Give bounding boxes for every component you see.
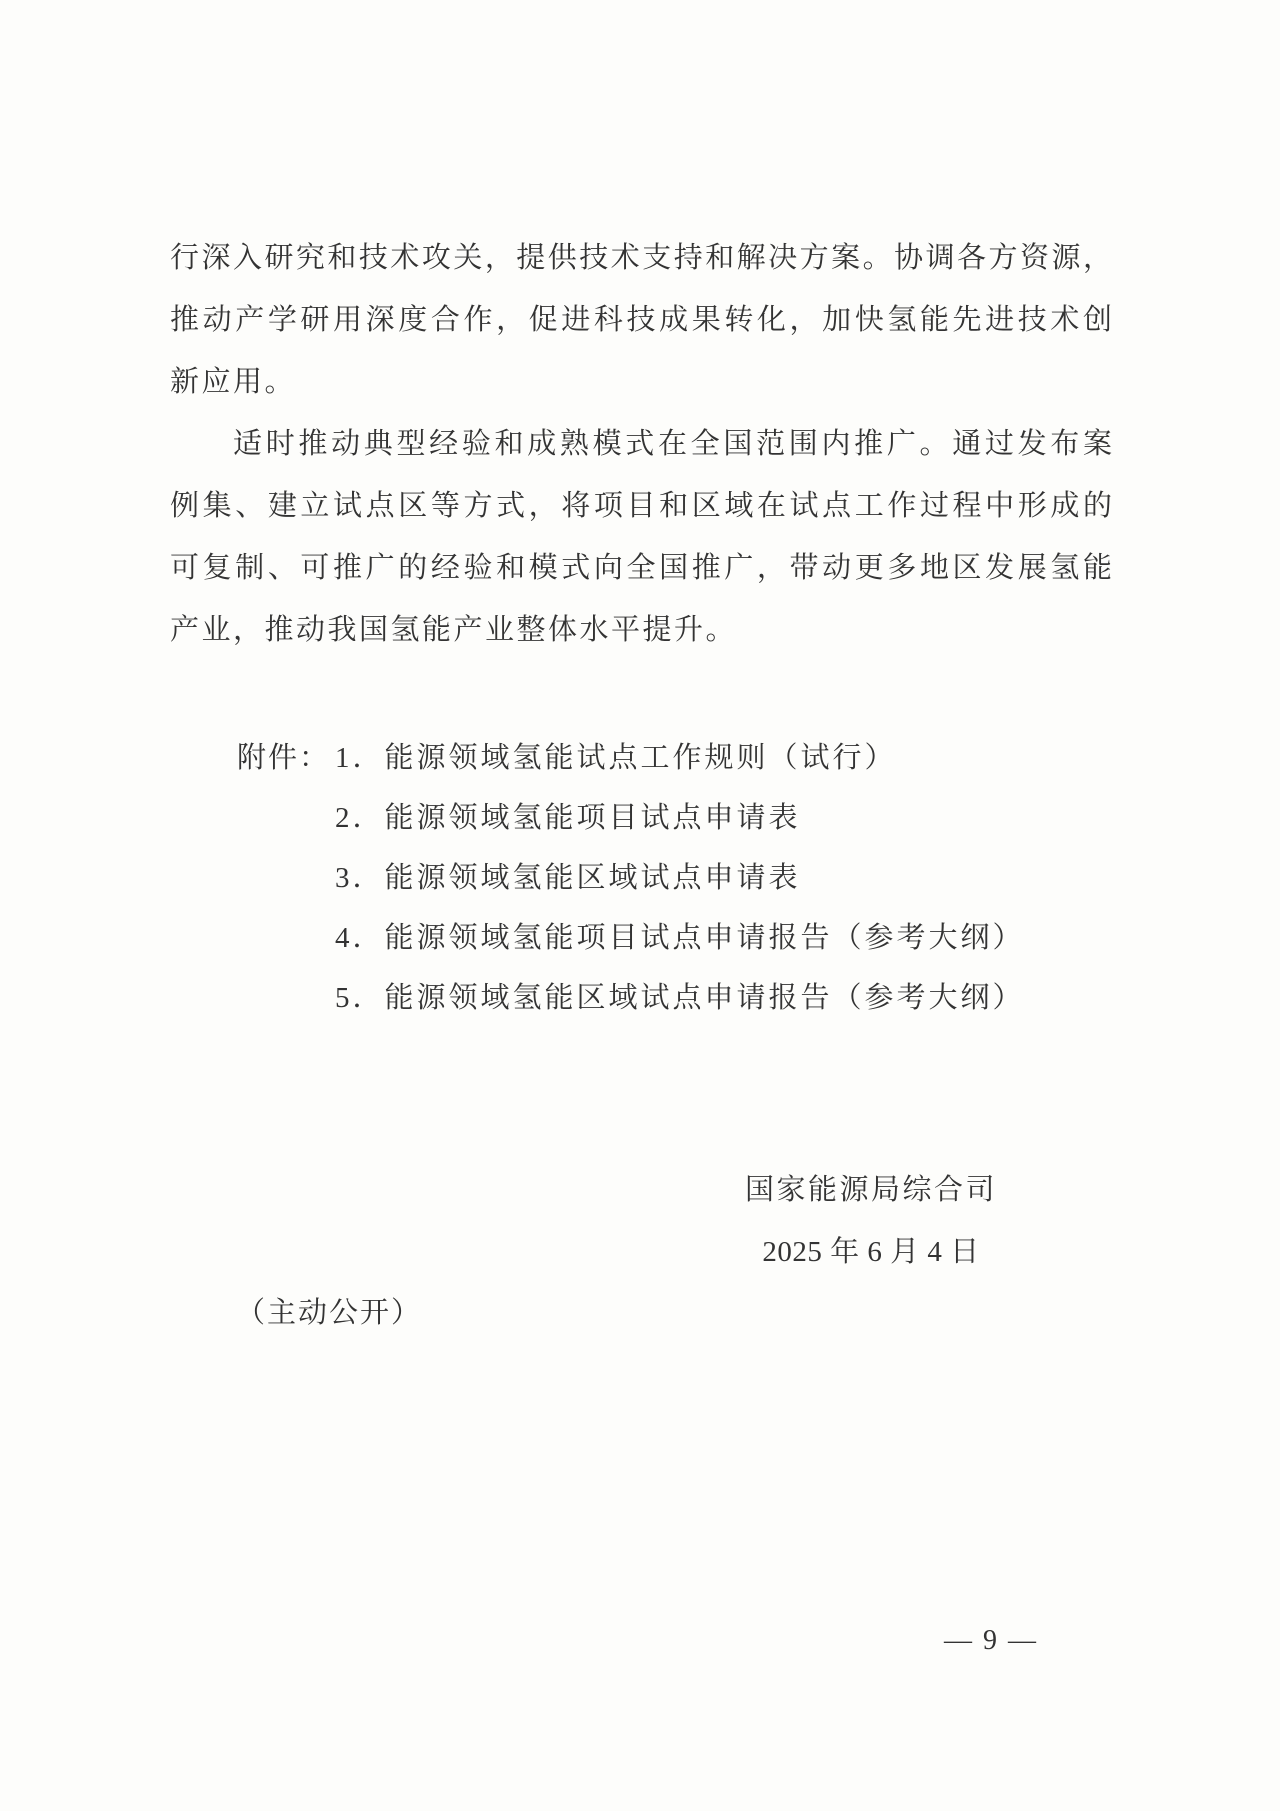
signature-block [745,1159,997,1283]
paragraph-1-line-2: 推动产学研用深度合作，促进科技成果转化，加快氢能先进技术创 [170,304,1112,336]
disclosure-note: （主动公开） [236,1297,423,1329]
attachment-item-4: 4．能源领域氢能项目试点申请报告（参考大纲） [335,922,1025,954]
page-number: — 9 — [944,1625,1038,1656]
paragraph-1-line-1: 行深入研究和技术攻关，提供技术支持和解决方案。协调各方资源， [170,242,1112,274]
attachments-label: 附件： [237,742,331,774]
attachment-item-1: 1．能源领域氢能试点工作规则（试行） [335,742,897,774]
paragraph-2-line-1: 适时推动典型经验和成熟模式在全国范围内推广。通过发布案 [233,428,1112,460]
paragraph-2-line-4: 产业，推动我国氢能产业整体水平提升。 [170,614,738,646]
attachments-items [335,728,1025,1028]
attachments-list [237,728,1025,1028]
attachment-item-3: 3．能源领域氢能区域试点申请表 [335,862,801,894]
signature-date: 2025 年 6 月 4 日 [762,1236,980,1268]
paragraph-2-line-2: 例集、建立试点区等方式，将项目和区域在试点工作过程中形成的 [170,490,1112,522]
body-text [170,227,1112,661]
paragraph-2-line-3: 可复制、可推广的经验和模式向全国推广，带动更多地区发展氢能 [170,552,1112,584]
signature-organization: 国家能源局综合司 [744,1174,997,1206]
attachment-item-2: 2．能源领域氢能项目试点申请表 [335,802,801,834]
paragraph-1-line-3: 新应用。 [170,366,297,398]
attachment-item-5: 5．能源领域氢能区域试点申请报告（参考大纲） [335,982,1025,1014]
